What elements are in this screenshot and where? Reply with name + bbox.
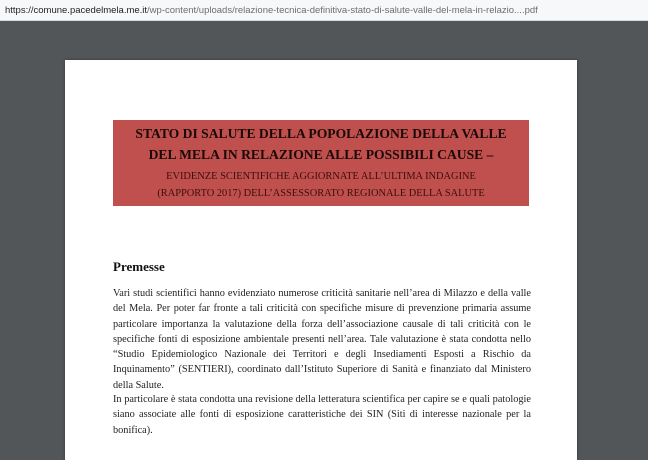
pdf-viewer[interactable] — [0, 22, 648, 441]
document-title — [113, 123, 529, 165]
paragraph: Vari studi scientifici hanno evidenziato numerose criticità sanitarie nell’area di Milazzo e della valle del Mela. Per poter far fronte a tali criticità con specifiche misure di prevenzione primaria assume particolare importanza la valutazione della forza dell’associazione causale di tali criticità con le specifiche fonti di esposizione ambientale presenti nell’area. Tale valutazione è stata condotta nello “Studio Epidemiologico Nazionale dei Territori e degli Insediamenti Esposti a Rischio da Inquinamento” (SENTIERI), coordinato dall’Istituto Superiore di Sanità e finanziato dal Ministero della Salute. — [113, 288, 531, 391]
pdf-page — [65, 60, 577, 460]
address-bar[interactable] — [0, 0, 648, 21]
url-path: /wp-content/uploads/relazione-tecnica-definitiva-stato-di-salute-valle-del-mela-in-relazio....pdf — [147, 5, 538, 16]
title-line-2: DEL MELA IN RELAZIONE ALLE POSSIBILI CAUSE – — [148, 147, 494, 162]
paragraph: In particolare è stata condotta una revisione della letteratura scientifica per capire se e quali patologie siano associate alle fonti di esposizione caratteristiche dei SIN (Siti di interesse nazionale per la bonifica). — [113, 394, 531, 436]
subtitle-line-1: EVIDENZE SCIENTIFICHE AGGIORNATE ALL’ULTIMA INDAGINE — [166, 171, 476, 182]
url-host: https://comune.pacedelmela.me.it — [5, 5, 148, 16]
document-subtitle — [113, 169, 529, 202]
subtitle-line-2: (RAPPORTO 2017) DELL’ASSESSORATO REGIONALE DELLA SALUTE — [157, 187, 485, 199]
section-heading: Premesse — [113, 259, 165, 274]
title-line-1: STATO DI SALUTE DELLA POPOLAZIONE DELLA VALLE — [135, 126, 507, 141]
title-box — [113, 120, 529, 206]
